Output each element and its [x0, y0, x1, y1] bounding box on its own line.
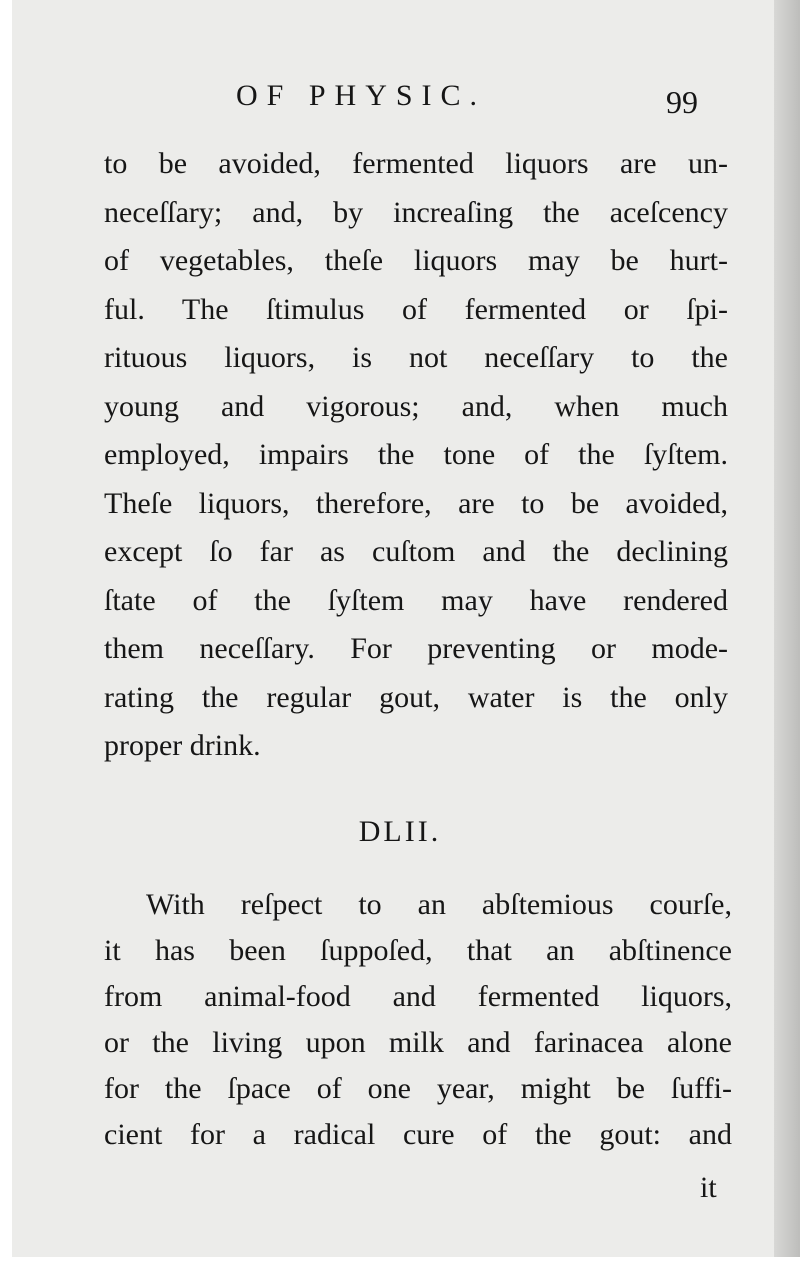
paragraph-continued	[104, 140, 728, 771]
running-title: OF PHYSIC.	[236, 79, 487, 112]
page-margin-bottom	[0, 1257, 800, 1269]
text-line: With reſpect to an abſtemious courſe,	[146, 888, 732, 921]
section-heading: DLII.	[358, 815, 442, 848]
text-line: it has been ſuppoſed, that an abſtinence	[104, 934, 732, 967]
page-margin-left	[0, 0, 12, 1269]
text-line: proper drink.	[104, 729, 261, 762]
text-line: neceſſary; and, by increaſing the aceſcency	[104, 195, 728, 229]
text-line: cient for a radical cure of the gout: and	[104, 1118, 732, 1151]
catchword: it	[700, 1171, 717, 1204]
text-line: ſtate of the ſyſtem may have rendered	[104, 583, 728, 617]
text-line: from animal-food and fermented liquors,	[104, 980, 732, 1013]
text-line: or the living upon milk and farinacea alone	[104, 1026, 732, 1059]
paragraph-section	[104, 882, 732, 1158]
text-line: of vegetables, theſe liquors may be hurt-	[104, 244, 728, 277]
text-line: rituous liquors, is not neceſſary to the	[104, 341, 728, 374]
text-line: ful. The ſtimulus of fermented or ſpi-	[104, 292, 728, 326]
text-line: rating the regular gout, water is the only	[104, 680, 728, 714]
text-line: young and vigorous; and, when much	[104, 389, 728, 423]
text-line: Theſe liquors, therefore, are to be avoided,	[104, 486, 728, 520]
page-gutter-right	[774, 0, 800, 1269]
text-line: them neceſſary. For preventing or mode-	[104, 632, 728, 665]
page-number: 99	[666, 84, 698, 120]
text-line: for the ſpace of one year, might be ſuffi-	[104, 1072, 732, 1105]
text-line: except ſo far as cuſtom and the declining	[104, 535, 728, 568]
text-line: employed, impairs the tone of the ſyſtem.	[104, 438, 728, 471]
text-line: to be avoided, fermented liquors are un-	[104, 147, 728, 180]
